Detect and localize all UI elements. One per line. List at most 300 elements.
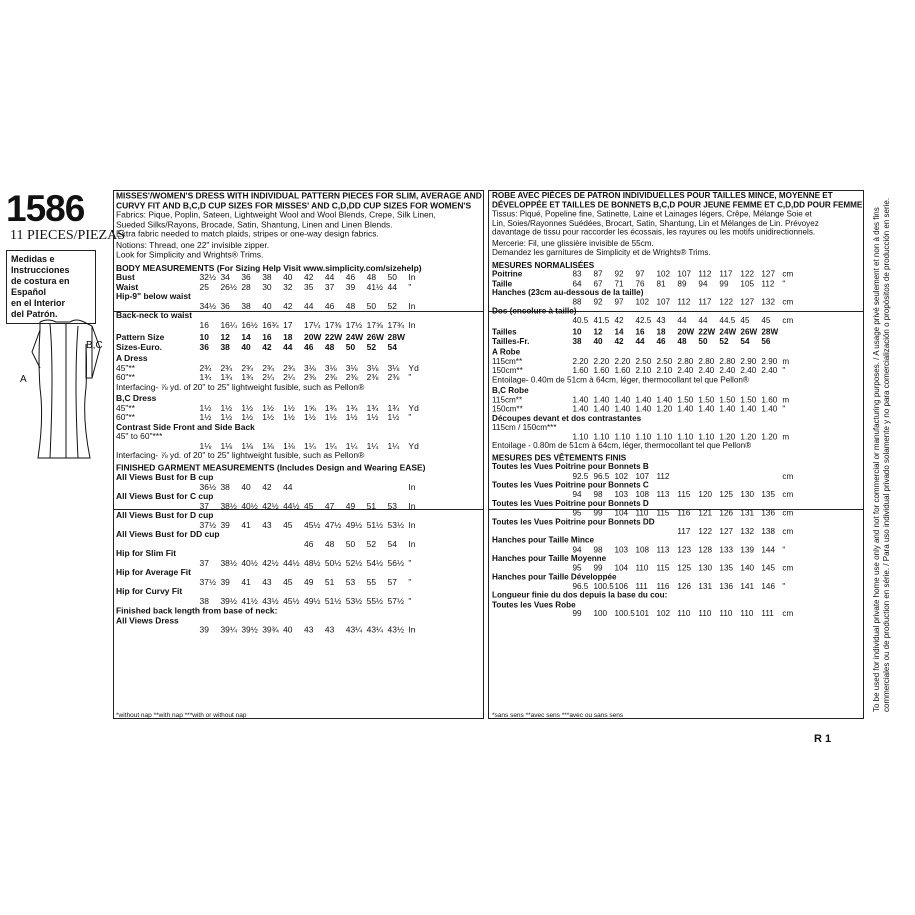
table-cell: 41½ <box>241 596 258 606</box>
table-cell: 98 <box>593 489 603 499</box>
unit-label: " <box>408 372 412 382</box>
table-cell: 34½ <box>199 301 217 311</box>
view-label-bc: B,C <box>86 340 103 351</box>
table-cell: 136 <box>719 581 733 591</box>
row-label <box>116 301 200 311</box>
table-cell: 92 <box>593 297 603 307</box>
table-cell: 145 <box>761 563 775 572</box>
row-label <box>492 545 572 554</box>
row-label: Dos (encolure à taille) <box>492 306 577 316</box>
table-cell: 101 <box>635 609 650 618</box>
unit-label <box>782 327 799 336</box>
table-cell: 2⅜ <box>324 372 337 382</box>
table-cell: 1¼ <box>387 441 400 451</box>
unit-label: " <box>408 596 412 606</box>
table-cell: 1½ <box>241 412 254 422</box>
bc-dress-yardage <box>116 403 448 422</box>
table-cell: 1¾ <box>387 403 400 413</box>
table-cell: 38 <box>262 272 272 282</box>
table-cell: 107 <box>677 269 692 279</box>
table-row <box>492 526 816 535</box>
table-cell: 135 <box>761 489 775 499</box>
table-cell: 3⅛ <box>345 363 358 373</box>
table-cell: 14 <box>614 327 624 337</box>
row-label <box>492 490 572 499</box>
table-cell: 41½ <box>366 282 384 292</box>
unit-label: " <box>782 365 786 375</box>
table-cell: 43 <box>324 625 335 635</box>
table-cell: 126 <box>677 581 692 591</box>
row-label: 45"** <box>116 403 135 413</box>
table-cell: 41 <box>241 520 251 530</box>
table-cell <box>388 482 409 492</box>
mesures-vetements-finis-table <box>492 462 816 591</box>
view-label-a: A <box>20 374 27 385</box>
table-cell: 71 <box>614 278 624 288</box>
table-cell: 102 <box>614 471 629 481</box>
table-row <box>116 342 448 352</box>
row-label: Toutes les Vues Poitrine pour Bonnets C <box>492 480 649 490</box>
table-cell: 64 <box>572 278 582 288</box>
table-cell: 42.5 <box>635 315 652 325</box>
table-cell: 76 <box>635 278 645 288</box>
table-cell: 2.40 <box>719 365 736 375</box>
table-cell: 2.50 <box>656 356 673 366</box>
body-measurements-table <box>116 273 448 330</box>
unit-label: Yd <box>408 403 419 413</box>
a-robe-metrage <box>492 357 816 375</box>
row-label: Tailles-Fr. <box>492 336 530 346</box>
unit-label: cm <box>782 315 794 325</box>
table-cell: 115 <box>656 563 670 572</box>
table-cell: 98 <box>593 544 603 554</box>
row-label <box>492 471 572 480</box>
table-cell: 92.5 <box>572 471 589 481</box>
table-row <box>116 311 448 321</box>
table-cell: 44 <box>677 315 687 325</box>
table-row <box>492 357 816 366</box>
table-cell <box>677 471 698 480</box>
table-cell: 44 <box>283 342 293 352</box>
table-cell: 1½ <box>324 412 337 422</box>
table-cell: 95 <box>572 508 582 517</box>
table-cell: 2¾ <box>241 363 254 373</box>
row-label <box>116 501 200 511</box>
table-cell: 2.50 <box>635 356 652 366</box>
table-cell: 38½ <box>220 558 237 568</box>
table-cell: 1⅛ <box>220 441 233 451</box>
table-cell: 45 <box>283 520 293 530</box>
table-cell: 1.40 <box>593 395 610 404</box>
unit-label: In <box>408 539 416 549</box>
table-row <box>492 279 816 288</box>
row-label: Hanches pour Taille Développée <box>492 572 617 582</box>
table-cell: 133 <box>719 544 733 554</box>
table-row <box>492 582 816 591</box>
table-cell: 44.5 <box>719 315 736 325</box>
table-cell: 54 <box>387 342 397 352</box>
table-cell: 113 <box>656 489 670 499</box>
table-cell: 2¼ <box>262 372 274 382</box>
table-cell: 20W <box>677 327 695 337</box>
table-cell: 12 <box>220 332 230 342</box>
table-cell: 146 <box>761 581 775 591</box>
table-cell: 1½ <box>303 412 316 422</box>
row-label: Toutes les Vues Poitrine pour Bonnets D <box>492 498 649 508</box>
table-cell: 1.60 <box>614 365 631 375</box>
table-cell: 50 <box>366 301 377 311</box>
table-cell: 40½ <box>241 558 258 568</box>
table-cell: 127 <box>761 269 775 279</box>
table-cell: 1.20 <box>761 431 778 441</box>
row-label: 150cm** <box>492 365 523 375</box>
table-cell: 54 <box>387 539 397 549</box>
table-cell: 52 <box>387 301 397 311</box>
table-cell: 50½ <box>324 558 342 568</box>
table-cell: 1⅝ <box>303 403 316 413</box>
table-cell: 55½ <box>366 596 384 606</box>
table-cell: 1.50 <box>719 395 736 404</box>
row-label <box>116 577 200 587</box>
table-cell: 2.10 <box>656 365 673 375</box>
table-cell: 16 <box>635 327 645 337</box>
table-cell: 55 <box>366 577 377 587</box>
table-row <box>116 413 448 423</box>
table-cell: 1½ <box>241 403 254 413</box>
table-cell: 120 <box>698 489 713 499</box>
table-cell: 1.10 <box>698 431 715 441</box>
table-cell <box>572 526 593 535</box>
table-cell: 116 <box>656 581 670 591</box>
row-label <box>116 558 200 568</box>
table-cell: 1⅛ <box>283 441 295 451</box>
table-cell: 2¾ <box>283 363 295 373</box>
table-cell: 39 <box>220 520 230 530</box>
table-cell <box>698 471 719 480</box>
table-cell: 102 <box>656 269 671 279</box>
table-cell: 2.90 <box>740 356 757 366</box>
table-cell: 106 <box>614 581 629 591</box>
table-cell: 54½ <box>366 558 384 568</box>
table-cell: 48½ <box>303 558 321 568</box>
table-cell: 125 <box>719 489 733 499</box>
table-cell <box>220 539 241 549</box>
finished-measurements-table <box>116 473 448 607</box>
table-cell: 43 <box>656 315 666 325</box>
table-cell: 28W <box>761 327 779 337</box>
table-cell: 37½ <box>199 577 217 587</box>
unit-label: cm <box>782 297 794 307</box>
unit-label: In <box>408 301 416 311</box>
table-cell: 52 <box>366 539 377 549</box>
table-cell: 51½ <box>366 520 384 530</box>
table-cell: 83 <box>572 269 582 279</box>
table-cell: 51½ <box>324 596 342 606</box>
table-cell: 54 <box>740 336 750 346</box>
table-cell: 28 <box>241 282 251 292</box>
unit-label: " <box>408 577 412 587</box>
table-cell: 16¼ <box>220 320 237 330</box>
table-cell: 1.40 <box>698 404 715 414</box>
table-cell: 1¼ <box>303 441 316 451</box>
table-cell: 39¾ <box>262 625 279 635</box>
table-row <box>116 520 448 530</box>
table-cell: 2⅜ <box>387 372 400 382</box>
table-cell: 17¾ <box>387 320 404 330</box>
unit-label: " <box>782 544 786 554</box>
table-cell: 110 <box>635 508 649 517</box>
table-cell: 87 <box>593 269 603 279</box>
table-cell: 94 <box>698 278 708 288</box>
table-row <box>116 482 448 492</box>
row-label: Pattern Size <box>116 332 165 342</box>
row-label: Taille <box>492 278 513 288</box>
table-cell: 112 <box>677 297 691 307</box>
table-cell: 1½ <box>283 412 295 422</box>
table-cell: 110 <box>677 609 691 618</box>
table-cell: 17 <box>283 320 293 330</box>
tailles-table <box>492 327 816 345</box>
unit-label: In <box>408 520 416 530</box>
table-cell: 105 <box>740 278 754 288</box>
table-cell: 2.80 <box>698 356 715 366</box>
table-cell: 99 <box>593 508 603 517</box>
table-cell: 96.5 <box>572 581 589 591</box>
row-label: 60"** <box>116 412 135 422</box>
table-cell: 1⅛ <box>199 441 212 451</box>
table-cell: 48 <box>324 539 335 549</box>
table-cell: 53½ <box>387 520 404 530</box>
table-cell: 30 <box>262 282 272 292</box>
table-cell: 17½ <box>345 320 363 330</box>
table-cell: 53½ <box>345 596 363 606</box>
table-cell <box>656 526 677 535</box>
row-label <box>492 526 572 535</box>
table-cell: 117 <box>698 297 712 307</box>
table-cell: 45 <box>303 501 314 511</box>
table-cell: 44½ <box>283 501 300 511</box>
table-cell: 42 <box>283 301 293 311</box>
table-cell: 39½ <box>220 596 237 606</box>
usage-side-note: To be used for individual private home use only and not for commercial or manufacturing purposes. / A usage privé seulement et non à des fins commerciales ou de production en série. / Para uso individual privado solamente y no para comercialización o propósitos de producción en serie. <box>872 197 891 712</box>
table-cell: 34 <box>220 272 230 282</box>
table-cell: 41.5 <box>593 315 610 325</box>
row-label: Toutes les Vues Robe <box>492 599 576 609</box>
unit-label: " <box>408 412 412 422</box>
table-cell: 1.40 <box>635 395 652 404</box>
table-cell <box>719 471 740 480</box>
table-cell: 1.40 <box>572 395 589 404</box>
table-cell: 40 <box>241 482 251 492</box>
table-row <box>116 363 448 373</box>
table-cell: 2.40 <box>698 365 715 375</box>
table-cell: 131 <box>698 581 713 591</box>
row-label: 60"** <box>116 372 135 382</box>
pieces-count: 11 PIECES/PIEZAS <box>10 228 125 243</box>
table-cell: 107 <box>656 297 671 307</box>
row-label: 115cm** <box>492 356 523 366</box>
table-cell: 26W <box>740 327 758 337</box>
table-cell: 97 <box>614 297 624 307</box>
table-row <box>492 395 816 404</box>
table-cell: 116 <box>677 508 691 517</box>
unit-label: m <box>782 356 790 366</box>
table-cell: 3⅛ <box>303 363 316 373</box>
table-cell: 1¾ <box>345 403 358 413</box>
table-cell: 17⅜ <box>324 320 342 330</box>
table-cell: 2.20 <box>572 356 589 366</box>
table-cell: 50 <box>345 342 356 352</box>
table-cell: 1.60 <box>593 365 610 375</box>
table-cell: 115 <box>656 508 670 517</box>
table-cell: 24W <box>719 327 737 337</box>
table-cell: 40 <box>262 301 272 311</box>
table-cell: 1½ <box>220 403 233 413</box>
table-cell: 2⅜ <box>366 372 379 382</box>
table-cell: 42 <box>262 342 272 352</box>
table-cell: 117 <box>677 526 691 536</box>
table-cell: 1½ <box>345 412 358 422</box>
table-cell: 100 <box>593 609 608 618</box>
table-cell: 37½ <box>199 520 217 530</box>
table-cell: 48 <box>677 336 687 346</box>
table-cell: 121 <box>698 508 713 517</box>
table-cell: 45 <box>761 315 771 325</box>
table-cell: 47 <box>324 501 335 511</box>
table-cell: 1.10 <box>677 431 694 441</box>
table-cell: 1.50 <box>677 395 694 404</box>
table-cell: 39¼ <box>220 625 237 635</box>
table-cell: 125 <box>677 563 692 572</box>
table-cell: 132 <box>740 526 754 536</box>
table-cell: 51 <box>366 501 377 511</box>
row-label <box>116 625 200 635</box>
row-label <box>492 297 572 306</box>
table-cell: 25 <box>199 282 209 292</box>
table-cell: 1½ <box>220 412 233 422</box>
table-cell: 100.5 <box>614 609 635 618</box>
table-cell: 45 <box>283 577 293 587</box>
table-cell: 48 <box>366 272 377 282</box>
table-cell: 2⅜ <box>345 372 358 382</box>
table-cell: 1.40 <box>635 404 652 414</box>
unit-label: In <box>408 272 416 282</box>
table-cell: 1.20 <box>719 431 736 441</box>
row-label: Sizes-Euro. <box>116 342 162 352</box>
row-label: Hip for Average Fit <box>116 567 191 577</box>
unit-label: In <box>408 501 416 511</box>
row-label <box>116 520 200 530</box>
pattern-number: 1586 <box>6 188 85 229</box>
table-cell <box>761 471 782 480</box>
mesures-normalisees-table <box>492 270 816 325</box>
table-cell: 2.40 <box>740 365 757 375</box>
table-cell: 32 <box>283 282 293 292</box>
table-cell: 52 <box>719 336 729 346</box>
table-cell: 89 <box>677 278 687 288</box>
table-cell: 1.60 <box>761 395 778 404</box>
table-cell: 1¾ <box>241 372 254 382</box>
table-cell: 48 <box>345 301 356 311</box>
table-cell: 28W <box>387 332 405 342</box>
table-cell: 46 <box>656 336 666 346</box>
table-row <box>116 320 448 330</box>
table-cell: 22W <box>324 332 343 342</box>
unit-label: In <box>408 482 416 492</box>
row-label: Hanches pour Taille Mince <box>492 535 594 545</box>
table-cell: 46 <box>303 539 314 549</box>
unit-label: cm <box>782 609 794 618</box>
table-cell: 24W <box>345 332 364 342</box>
table-row <box>492 366 816 375</box>
unit-label: " <box>782 278 786 288</box>
bc-robe-metrage <box>492 395 816 413</box>
table-cell: 94 <box>572 544 582 554</box>
table-cell: 132 <box>761 297 775 307</box>
table-cell: 53 <box>345 577 356 587</box>
table-cell: 99 <box>593 563 603 572</box>
table-cell: 42½ <box>262 501 279 511</box>
unit-label <box>408 342 426 352</box>
table-cell: 1½ <box>262 412 274 422</box>
table-cell: 140 <box>740 563 754 572</box>
table-cell: 43 <box>303 625 314 635</box>
unit-label: cm <box>782 508 794 517</box>
table-cell: 12 <box>593 327 603 337</box>
table-cell: 1.50 <box>698 395 715 404</box>
french-content: ROBE AVEC PIÈCES DE PATRON INDIVIDUELLES POUR TAILLES MINCE, MOYENNE ET DÉVELOPPÉE ET TAILLES DE BONNETS B,C,D POUR JEUNE FEMME ET C,D,DD POUR FEMME Tissus: Piqué, Popeline fine, Satinette, Laine et Lainages légers, Crêpe, Mélange Soie et Lin, Soies/Rayonnes Suédées, Brocart, Satin, Shantung, Lin et Mélanges de Lin. Prévoyez davantage de tissu pour raccorder les écossais, les rayures ou les motifs unidirectionnels. Mercerie: Fil, une glissière invisible de 55cm. Demandez les garnitures de Simplicity et de Wrights® Trims. MESURES NORMALISÉES Poitrine 83 87 92 97 102 107 112 117 122 127 cm Taille 64 67 71 76 81 89 94 99 105 112 " Hanches (23cm au-dessous de la taille) 88 92 97 102 107 112 117 122 127 132 cm Dos (encolure à taille) 40.5 41.5 42 42.5 43 44 44 44.5 45 45 cm Tailles 10 12 14 16 18 20W 22W 24W 26W 28W Tailles-Fr. 38 40 42 44 46 48 50 52 54 56 A Robe 115cm** 2.20 2.20 2.20 2.50 2.50 2.80 2.80 2.80 2.90 2.90 m 150cm** 1.60 1.60 1.60 2.10 2.10 2.40 2.40 2.40 2.40 2.40 " Entoilage- 0.40m de 51cm à 64cm, léger, thermocollant tel que Pellon® B,C Robe 115cm** 1.40 1.40 1.40 1.40 1.40 1.50 1.50 1.50 1.50 1.60 m 150cm** 1.40 1.40 1.40 1.40 1.20 1.40 1.40 1.40 1.40 1.40 " Découpes devant et dos contrastantes 115cm / 150cm*** 1.10 1.10 1.10 1.10 1.10 1.10 1.10 1.20 1.20 1.20 m Entoilage - 0.80m de 51cm à 64cm, léger, thermocollant tel que Pellon® MESURES DES VÊTEMENTS FINIS Toutes les Vues Poitrine pour Bonnets B 92.5 96.5 102 107 112 cm Toutes les Vues Poitrine pour Bonnets C 94 98 103 108 113 115 120 125 130 135 cm Toutes les Vues Poitrine pour Bonnets D 95 99 104 110 115 116 121 126 131 136 cm Toutes les Vues Poitrine pour Bonnets DD 117 122 127 132 138 cm Hanches pour Taille Mince 94 98 103 108 113 123 128 133 139 144 " Hanches pour Taille Moyenne 95 99 104 110 115 125 130 135 140 145 cm Hanches pour Taille Développée 96.5 100.5 106 111 116 126 131 136 141 146 " Longueur finie du dos depuis la base du cou: Toutes les Vues Robe 99 100 100.5 101 102 110 110 110 110 111 cm <box>492 191 863 618</box>
table-cell: 42½ <box>262 558 279 568</box>
table-cell: 1.40 <box>656 395 673 404</box>
table-cell: 2.90 <box>761 356 778 366</box>
table-cell: 36 <box>241 272 251 282</box>
table-cell: 37 <box>199 501 209 511</box>
table-cell: 43¼ <box>366 625 384 635</box>
table-cell: 18 <box>283 332 293 342</box>
unit-label: Yd <box>408 441 419 451</box>
table-cell: 50 <box>698 336 708 346</box>
table-cell: 50 <box>345 539 356 549</box>
table-cell: 92 <box>614 269 624 279</box>
table-cell: 45½ <box>303 520 321 530</box>
unit-label: m <box>782 431 790 441</box>
unit-label: cm <box>782 563 794 572</box>
table-cell: 1.20 <box>656 404 673 414</box>
row-label <box>116 441 200 451</box>
table-row <box>492 306 816 315</box>
table-cell: 44 <box>283 482 293 492</box>
row-label: All Views Bust for B cup <box>116 472 214 482</box>
row-label: All Views Dress <box>116 615 179 625</box>
table-cell: 50 <box>387 272 397 282</box>
table-cell: 2.40 <box>677 365 694 375</box>
table-cell: 17¼ <box>303 320 321 330</box>
table-cell: 49½ <box>345 520 363 530</box>
table-cell: 112 <box>656 471 670 481</box>
table-cell: 1.10 <box>593 431 610 441</box>
table-cell: 57 <box>387 577 397 587</box>
table-cell: 47½ <box>324 520 342 530</box>
table-cell: 35 <box>303 282 314 292</box>
table-cell: 136 <box>761 508 775 517</box>
table-cell: 43½ <box>262 596 279 606</box>
table-cell: 43 <box>262 577 272 587</box>
table-cell: 1.40 <box>614 395 631 404</box>
table-cell: 102 <box>656 609 671 618</box>
table-cell: 97 <box>635 269 645 279</box>
table-cell: 1½ <box>387 412 400 422</box>
table-cell: 2.10 <box>635 365 652 375</box>
